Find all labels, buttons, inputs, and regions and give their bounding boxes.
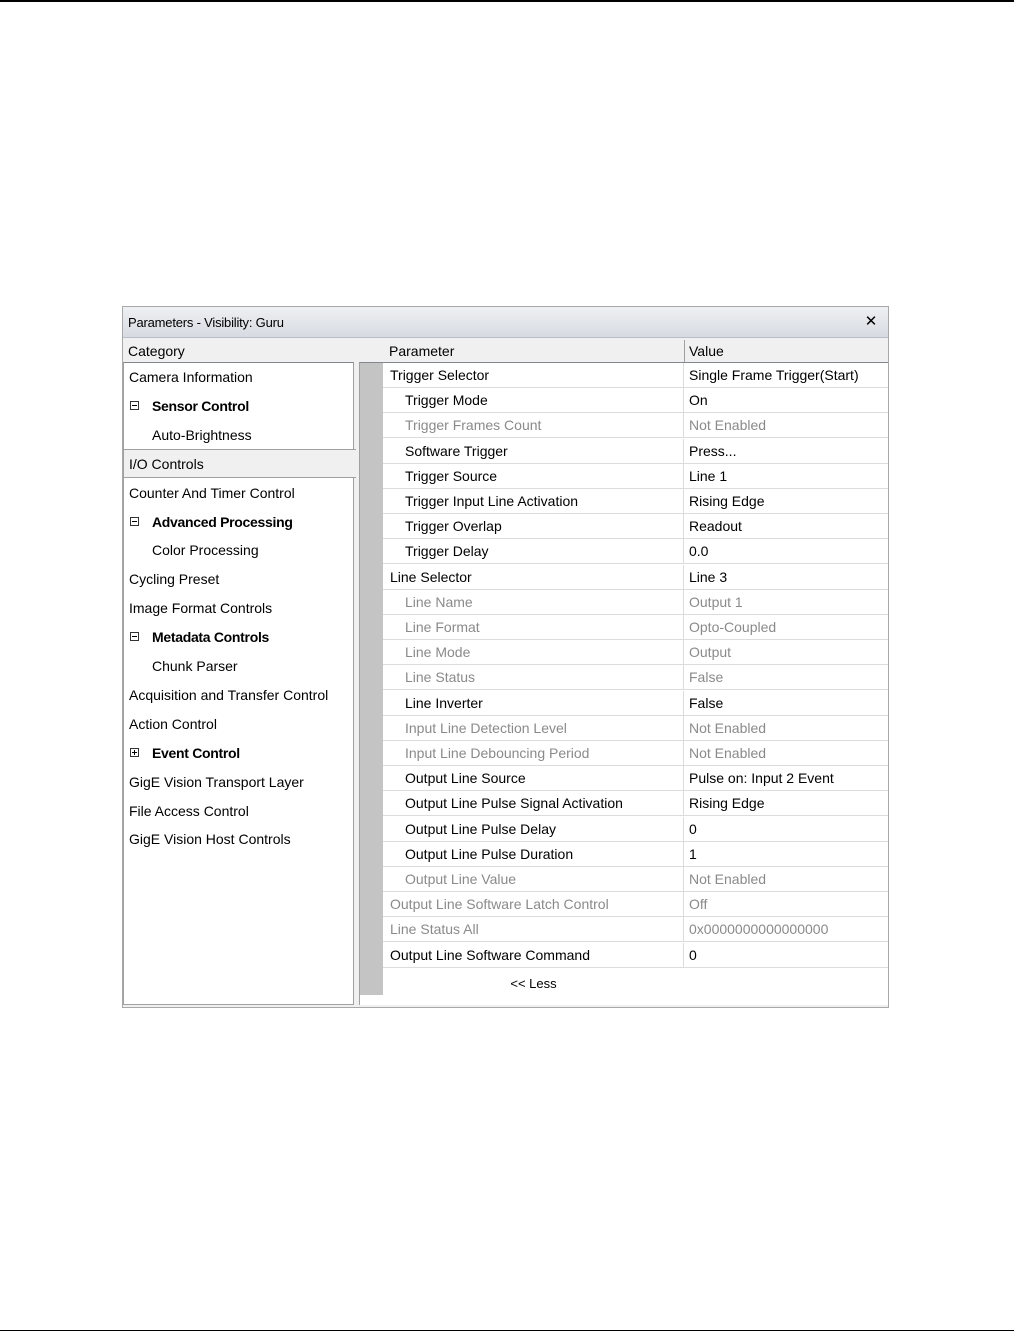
- grid-gutter: [360, 363, 383, 995]
- parameter-value: Not Enabled: [689, 719, 767, 736]
- collapse-icon[interactable]: [130, 517, 139, 526]
- parameter-grid: [359, 362, 888, 1005]
- column-separator: [683, 464, 684, 488]
- column-separator: [683, 867, 684, 891]
- column-separator: [683, 892, 684, 916]
- parameter-value[interactable]: Rising Edge: [689, 795, 765, 812]
- column-separator: [683, 716, 684, 740]
- parameter-name: Line Format: [405, 619, 480, 635]
- value-column-header[interactable]: Value: [689, 343, 724, 359]
- parameter-name: Output Line Pulse Duration: [405, 845, 574, 862]
- column-separator: [683, 817, 684, 841]
- column-separator: [683, 640, 684, 664]
- parameter-row[interactable]: [383, 489, 888, 514]
- parameter-name: Output Line Software Latch Control: [390, 896, 609, 913]
- parameter-value[interactable]: Rising Edge: [689, 493, 765, 509]
- column-separator: [683, 514, 684, 538]
- parameter-value[interactable]: Line 3: [689, 568, 728, 585]
- parameter-value[interactable]: 0.0: [689, 543, 709, 560]
- parameter-row[interactable]: [383, 842, 888, 867]
- category-label: Sensor Control: [152, 397, 249, 414]
- category-label: Color Processing: [152, 542, 259, 559]
- category-item[interactable]: [124, 392, 353, 421]
- category-label: Image Format Controls: [129, 600, 273, 617]
- category-item[interactable]: [124, 508, 353, 537]
- category-item[interactable]: [124, 421, 353, 450]
- column-separator: [683, 842, 684, 866]
- parameter-row[interactable]: [383, 388, 888, 413]
- header-divider: [684, 340, 685, 362]
- category-label: Camera Information: [129, 369, 253, 385]
- column-separator: [683, 917, 684, 941]
- collapse-icon[interactable]: [130, 632, 139, 641]
- parameter-name: Line Mode: [405, 644, 471, 661]
- parameter-row[interactable]: [383, 439, 888, 464]
- parameter-row[interactable]: [383, 766, 888, 791]
- category-label: Advanced Processing: [152, 513, 293, 530]
- parameter-row[interactable]: [383, 791, 888, 816]
- parameter-value: Off: [689, 896, 708, 913]
- column-separator: [683, 791, 684, 815]
- category-item[interactable]: [124, 565, 353, 594]
- expand-icon[interactable]: [130, 748, 139, 757]
- category-label: Acquisition and Transfer Control: [129, 686, 329, 703]
- column-separator: [683, 539, 684, 563]
- page-top-rule: [0, 0, 1014, 2]
- parameter-name: Output Line Pulse Delay: [405, 820, 556, 837]
- parameter-value: Output: [689, 644, 732, 661]
- column-separator: [683, 741, 684, 765]
- collapse-icon[interactable]: [130, 401, 139, 410]
- parameter-name: Software Trigger: [405, 442, 508, 459]
- parameter-row[interactable]: [383, 817, 888, 842]
- category-label: Chunk Parser: [152, 658, 238, 674]
- parameter-value[interactable]: Line 1: [689, 467, 728, 484]
- parameter-value: Not Enabled: [689, 745, 767, 761]
- parameter-value: Output 1: [689, 593, 743, 610]
- column-separator: [683, 565, 684, 589]
- parameter-value[interactable]: Readout: [689, 518, 742, 535]
- title-bar: [123, 307, 888, 338]
- category-item[interactable]: [124, 652, 353, 681]
- parameter-value: Not Enabled: [689, 417, 767, 434]
- parameter-value[interactable]: 0: [689, 946, 697, 963]
- category-label: File Access Control: [129, 802, 249, 819]
- parameter-row[interactable]: [383, 413, 888, 438]
- category-label: Counter And Timer Control: [129, 484, 295, 501]
- parameter-row[interactable]: [383, 590, 888, 615]
- parameter-value[interactable]: Press...: [689, 442, 737, 459]
- parameter-row[interactable]: [383, 640, 888, 665]
- parameter-name: Trigger Input Line Activation: [405, 493, 579, 509]
- parameter-row[interactable]: [383, 615, 888, 640]
- parameter-value: 0x0000000000000000: [689, 921, 829, 938]
- parameter-name: Line Status: [405, 669, 476, 686]
- parameter-row[interactable]: [383, 665, 888, 690]
- category-item[interactable]: [124, 536, 353, 565]
- parameter-value[interactable]: 0: [689, 820, 697, 837]
- category-label: Cycling Preset: [129, 571, 220, 588]
- parameter-name: Trigger Mode: [405, 392, 488, 409]
- category-item[interactable]: [124, 449, 356, 478]
- parameter-row[interactable]: [383, 565, 888, 590]
- category-tree: [123, 362, 354, 1005]
- category-label: Action Control: [129, 715, 217, 732]
- category-label: Auto-Brightness: [152, 426, 252, 443]
- column-separator: [683, 766, 684, 790]
- parameter-row[interactable]: [383, 716, 888, 741]
- category-label: Metadata Controls: [152, 629, 270, 646]
- category-label: GigE Vision Host Controls: [129, 831, 291, 848]
- column-separator: [683, 439, 684, 463]
- parameter-row[interactable]: [383, 363, 888, 388]
- parameter-name: Output Line Software Command: [390, 946, 590, 963]
- close-icon[interactable]: ✕: [864, 313, 878, 330]
- parameter-value[interactable]: Pulse on: Input 2 Event: [689, 770, 834, 787]
- window-title: Parameters - Visibility: Guru: [128, 315, 284, 330]
- category-item[interactable]: [124, 825, 353, 854]
- parameter-value[interactable]: On: [689, 392, 708, 409]
- category-item[interactable]: [124, 623, 353, 652]
- category-column-header: Category: [128, 343, 185, 359]
- category-label: Event Control: [152, 744, 240, 761]
- parameter-name: Line Selector: [390, 568, 472, 585]
- column-separator: [683, 665, 684, 689]
- parameter-value[interactable]: 1: [689, 845, 697, 862]
- column-separator: [683, 943, 684, 967]
- parameter-value: False: [689, 669, 724, 686]
- parameter-name: Trigger Frames Count: [405, 417, 542, 434]
- parameter-name: Line Inverter: [405, 694, 483, 711]
- parameter-row[interactable]: [383, 741, 888, 766]
- parameter-value[interactable]: False: [689, 694, 724, 711]
- category-item[interactable]: [124, 739, 353, 768]
- parameter-row[interactable]: [383, 514, 888, 539]
- category-item[interactable]: [124, 768, 353, 797]
- parameter-name: Output Line Value: [405, 871, 517, 887]
- column-separator: [683, 691, 684, 715]
- parameter-name: Line Name: [405, 593, 473, 610]
- column-separator: [683, 388, 684, 412]
- parameter-name: Trigger Delay: [405, 543, 489, 560]
- parameter-name: Input Line Debouncing Period: [405, 745, 590, 761]
- parameters-window: [122, 306, 889, 1008]
- parameter-column-header[interactable]: Parameter: [389, 343, 455, 359]
- category-label: I/O Controls: [129, 455, 204, 472]
- parameter-value: Not Enabled: [689, 871, 767, 887]
- column-separator: [683, 615, 684, 639]
- category-label: GigE Vision Transport Layer: [129, 773, 304, 790]
- category-item[interactable]: [124, 363, 353, 392]
- category-item[interactable]: [124, 681, 353, 710]
- parameter-row[interactable]: [383, 943, 888, 968]
- parameter-name: Output Line Pulse Signal Activation: [405, 795, 623, 812]
- parameter-value: Opto-Coupled: [689, 619, 777, 635]
- column-separator: [683, 489, 684, 513]
- parameter-name: Input Line Detection Level: [405, 719, 567, 736]
- category-item[interactable]: [124, 594, 353, 623]
- parameter-row[interactable]: [383, 867, 888, 892]
- column-separator: [683, 413, 684, 437]
- column-separator: [683, 590, 684, 614]
- parameter-row[interactable]: [383, 539, 888, 564]
- parameter-name: Trigger Overlap: [405, 518, 502, 535]
- parameter-name: Trigger Selector: [390, 367, 490, 383]
- page-bottom-rule: [0, 1330, 1014, 1331]
- parameter-name: Output Line Source: [405, 770, 526, 787]
- parameter-name: Trigger Source: [405, 467, 498, 484]
- category-item[interactable]: [124, 479, 353, 508]
- parameter-name: Line Status All: [390, 921, 479, 938]
- less-button[interactable]: << Less: [510, 976, 557, 991]
- parameter-row[interactable]: [383, 691, 888, 716]
- category-item[interactable]: [124, 797, 353, 826]
- category-item[interactable]: [124, 710, 353, 739]
- parameter-row[interactable]: [383, 917, 888, 942]
- parameter-row[interactable]: [383, 892, 888, 917]
- parameter-row[interactable]: [383, 464, 888, 489]
- column-separator: [683, 363, 684, 387]
- parameter-value[interactable]: Single Frame Trigger(Start): [689, 367, 859, 383]
